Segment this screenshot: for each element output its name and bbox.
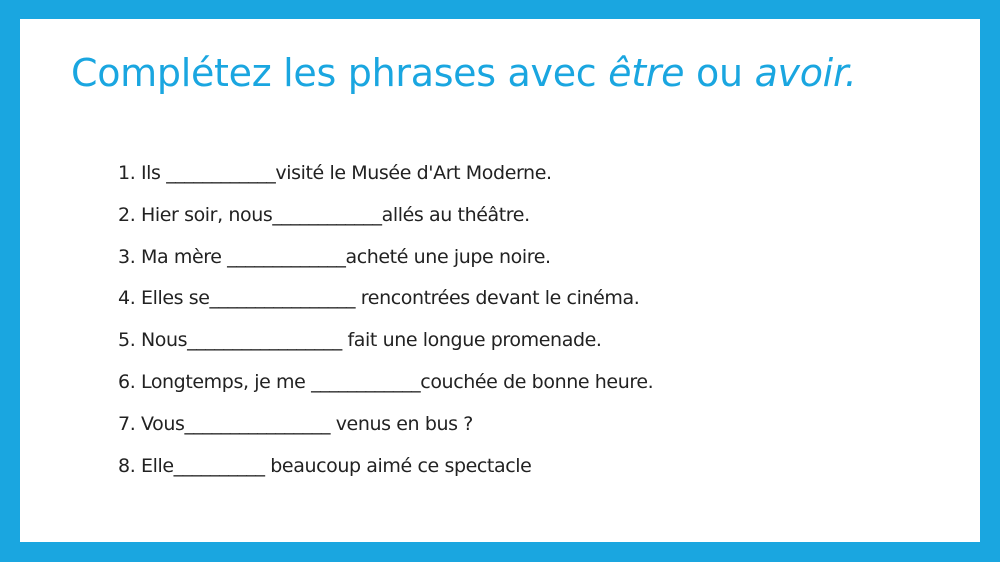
title-verb-avoir: avoir. — [754, 51, 857, 95]
sentence-8: 8. Elle__________ beaucoup aimé ce spectacle — [118, 454, 532, 477]
title-verb-etre: être — [608, 51, 685, 95]
title-conjunction: ou — [684, 51, 755, 95]
sentence-list — [118, 159, 653, 493]
sentence-1: 1. Ils ____________visité le Musée d'Art Moderne. — [118, 162, 552, 184]
sentence-2: 2. Hier soir, nous____________allés au théâtre. — [118, 203, 530, 226]
sentence-6: 6. Longtemps, je me ____________couchée de bonne heure. — [118, 370, 654, 393]
sentence-7: 7. Vous________________ venus en bus ? — [118, 412, 473, 435]
slide — [20, 19, 980, 542]
slide-title — [71, 51, 857, 95]
sentence-4: 4. Elles se________________ rencontrées devant le cinéma. — [118, 287, 640, 310]
title-text: Complétez les phrases avec — [71, 51, 609, 95]
sentence-5: 5. Nous_________________ fait une longue promenade. — [118, 329, 602, 352]
sentence-3: 3. Ma mère _____________acheté une jupe noire. — [118, 245, 551, 268]
